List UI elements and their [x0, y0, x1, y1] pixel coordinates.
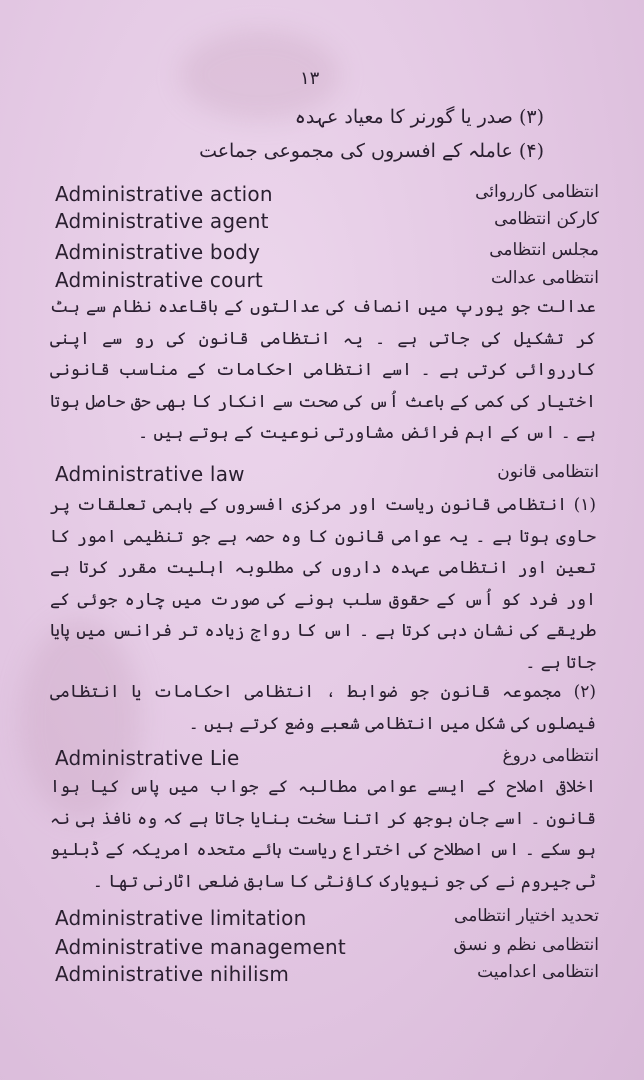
entry-translation: انتظامی عدالت — [490, 268, 599, 288]
entry-term: Administrative limitation — [55, 906, 307, 930]
law-definition-1: (۱) انتظامی قانون ریاست اور مرکزی افسروں کے باہمی تعلقات پر حاوی ہوتا ہے ۔ یہ عوامی قانون کا وہ حصہ ہے جو تنظیمی امور کا تعین اور انتظامی عہدہ داروں کی مطلوبہ اہلیت مقرر کرتا ہے اور فرد کو اُس کے حقوق سلب ہونے کی صورت میں چارہ جوئی کے طریقے کی نشان دہی کرتا ہے ۔ اس کا رواج زیادہ تر فرانس میں پایا جاتا ہے ۔ — [50, 495, 596, 673]
definition-line-4: (۴) عاملہ کے افسروں کی مجموعی جماعت — [199, 140, 544, 162]
entry-translation: تحدید اختیار انتظامی — [454, 906, 599, 926]
entry-term: Administrative court — [55, 268, 263, 292]
court-definition: عدالت جو یورپ میں انصاف کی عدالتوں کے باقاعدہ نظام سے ہٹ کر تشکیل کی جاتی ہے ۔ یہ انتظامی قانون کی رو سے اپنی کارروائی کرتی ہے ۔ اسے انتظامی احکامات کے مناسب قانونی اختیار کی کمی کے باعث اُس کی صحت سے انکار کا بھی حق حاصل ہوتا ہے ۔ اس کے اہم فرائض مشاورتی نوعیت کے ہوتے ہیں ۔ — [50, 297, 596, 443]
entry-administrative-limitation — [55, 906, 599, 934]
entry-term: Administrative Lie — [55, 746, 240, 770]
entry-administrative-management — [55, 935, 599, 963]
entry-administrative-law — [55, 462, 599, 490]
entry-administrative-agent — [55, 209, 599, 237]
lie-definition: اخلاقی اصلاح کے ایسے عوامی مطالبہ کے جواب میں پاس کیا ہوا قانون ۔ اسے جان بوجھ کر اتنا سخت بنایا جاتا ہے کہ وہ نافذ ہی نہ ہو سکے ۔ اس اصطلاح کی اختراع ریاست ہائے متحدہ امریکہ کے ڈبلیو ٹی جیروم نے کی جو نیویارک کاؤنٹی کا سابق ضلعی اٹارنی تھا ۔ — [50, 777, 596, 892]
entry-administrative-body — [55, 240, 599, 268]
entry-term: Administrative management — [55, 935, 346, 959]
entry-administrative-nihilism — [55, 962, 599, 990]
entry-translation: انتظامی دروغ — [502, 746, 599, 766]
entry-term: Administrative nihilism — [55, 962, 290, 986]
entry-translation: انتظامی اعدامیت — [477, 962, 599, 982]
entry-administrative-lie — [55, 746, 599, 774]
entry-term: Administrative law — [55, 462, 245, 486]
page-number: ۱۳ — [300, 68, 320, 89]
entry-translation: مجلس انتظامی — [489, 240, 599, 260]
definition-line-3: (۳) صدر یا گورنر کا معیاد عہدہ — [294, 106, 544, 128]
entry-term: Administrative agent — [55, 209, 269, 233]
entry-administrative-action — [55, 182, 599, 210]
law-definition-2: (۲) مجموعہ قانون جو ضوابط ، انتظامی احکامات یا انتظامی فیصلوں کی شکل میں انتظامی شعبے وضع کرتے ہیں ۔ — [50, 682, 596, 734]
entry-translation: انتظامی قانون — [497, 462, 599, 482]
entry-translation: کارکن انتظامی — [494, 209, 599, 229]
entry-term: Administrative body — [55, 240, 261, 264]
entry-translation: انتظامی کارروائی — [475, 182, 599, 202]
entry-term: Administrative action — [55, 182, 273, 206]
entry-translation: انتظامی نظم و نسق — [453, 935, 599, 955]
